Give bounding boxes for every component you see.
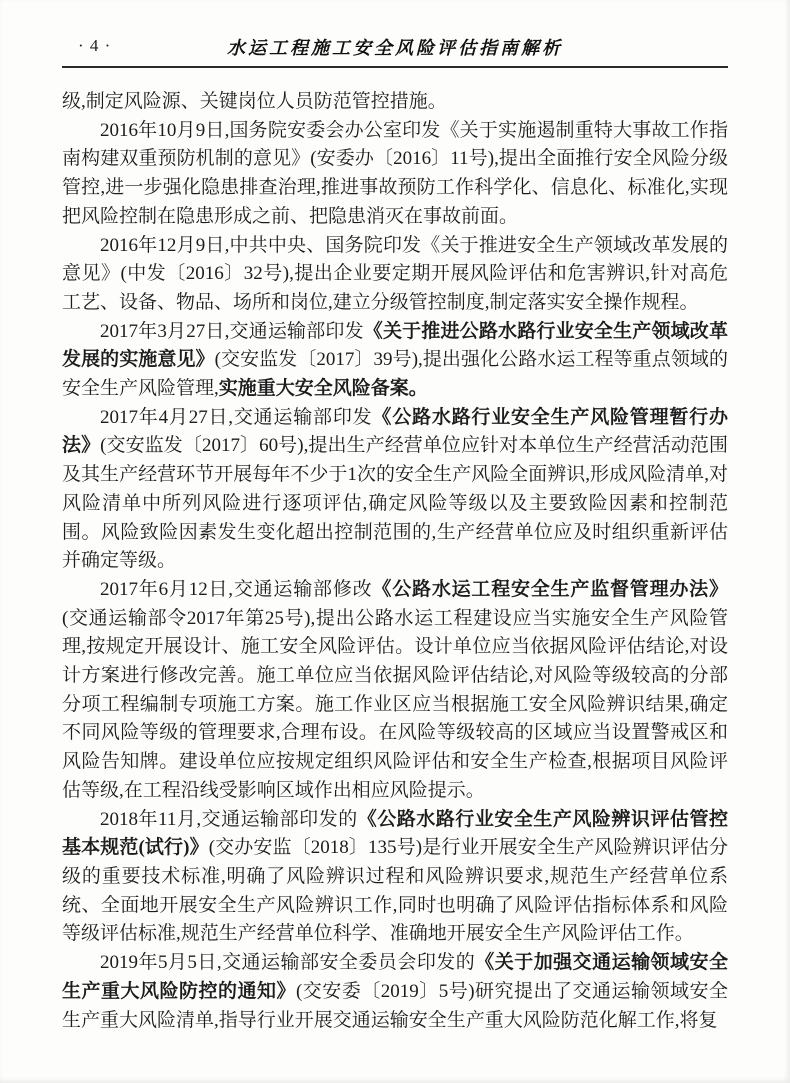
text-run: (交安委〔2019〕5号)研究提出了交通运输领域安全生产重大风险清单,指导行业开展交通运输安全生产重大风险防范化解工作,将复 [62,980,728,1031]
text-run: 2019年5月5日,交通运输部安全委员会印发的 [100,952,476,974]
emphasized-text-run: 实施重大安全风险备案。 [218,378,428,400]
paragraph [62,88,728,117]
paragraph [62,232,728,318]
text-run: 级,制定风险源、关键岗位人员防范管控措施。 [62,91,447,112]
text-run: 2017年4月27日,交通运输部印发 [100,406,373,428]
text-run: (交安监发〔2017〕60号),提出生产经营单位应针对本单位生产经营活动范围及其生产经营环节开展每年不少于1次的安全生产风险全面辨识,形成风险清单,对风险清单中所列风险进行逐项评估,确定风险等级以及主要致险因素和控制范围。风险致险因素发生变化超出控制范围的,生产经营单位应及时组织重新评估并确定等级。 [62,435,728,572]
page-number: · 4 · [78,36,112,55]
emphasized-text-run: 《公路水路行业安全生产风险管理暂行办法》 [62,406,728,457]
emphasized-text-run: 《公路水路行业安全生产风险辨识评估管控基本规范(试行)》 [62,808,728,859]
text-run: (交安监发〔2017〕39号),提出强化公路水运工程等重点领域的安全生产风险管理, [62,349,728,400]
page-header [62,34,728,62]
paragraph [62,404,728,576]
paragraph [62,318,728,404]
emphasized-text-run: 《关于加强交通运输领域安全生产重大风险防控的通知》 [62,952,728,1002]
text-run: (交通运输部令2017年第25号),提出公路水运工程建设应当实施安全生产风险管理,按规定开展设计、施工安全风险评估。设计单位应当依据风险评估结论,对设计方案进行修改完善。施工单位应当依据风险评估结论,对风险等级较高的分部分项工程编制专项施工方案。施工作业区应当根据施工安全风险辨识结果,确定不同风险等级的管理要求,合理布设。在风险等级较高的区域应当设置警戒区和风险告知牌。建设单位应按规定组织风险评估和安全生产检查,根据项目风险评估等级,在工程沿线受影响区域作出相应风险提示。 [62,607,728,801]
header-rule [62,66,728,68]
text-run: 2018年11月,交通运输部印发的 [100,808,358,830]
paragraph [62,576,728,806]
paragraph [62,806,728,950]
body-text [62,88,728,1035]
text-run: 2016年10月9日,国务院安委会办公室印发《关于实施遏制重特大事故工作指南构建双重预防机制的意见》(安委办〔2016〕11号),提出全面推行安全风险分级管控,进一步强化隐患排查治理,推进事故预防工作科学化、信息化、标准化,实现把风险控制在隐患形成之前、把隐患消灭在事故前面。 [62,119,728,227]
paragraph [62,117,728,232]
running-head-title: 水运工程施工安全风险评估指南解析 [227,38,563,58]
paragraph [62,949,728,1035]
emphasized-text-run: 《公路水运工程安全生产监督管理办法》 [372,578,728,600]
emphasized-text-run: 《关于推进公路水路行业安全生产领域改革发展的实施意见》 [62,320,728,371]
text-run: 2016年12月9日,中共中央、国务院印发《关于推进安全生产领域改革发展的意见》(中发〔2016〕32号),提出企业要定期开展风险评估和危害辨识,针对高危工艺、设备、物品、场所和岗位,建立分级管控制度,制定落实安全操作规程。 [62,234,728,313]
text-run: 2017年6月12日,交通运输部修改 [100,578,373,600]
text-run: (交办安监〔2018〕135号)是行业开展安全生产风险辨识评估分级的重要技术标准,明确了风险辨识过程和风险辨识要求,规范生产经营单位系统、全面地开展安全生产风险辨识工作,同时也明确了风险评估指标体系和风险等级评估标准,规范生产经营单位科学、准确地开展安全生产风险评估工作。 [62,837,729,945]
text-run: 2017年3月27日,交通运输部印发 [100,320,364,342]
